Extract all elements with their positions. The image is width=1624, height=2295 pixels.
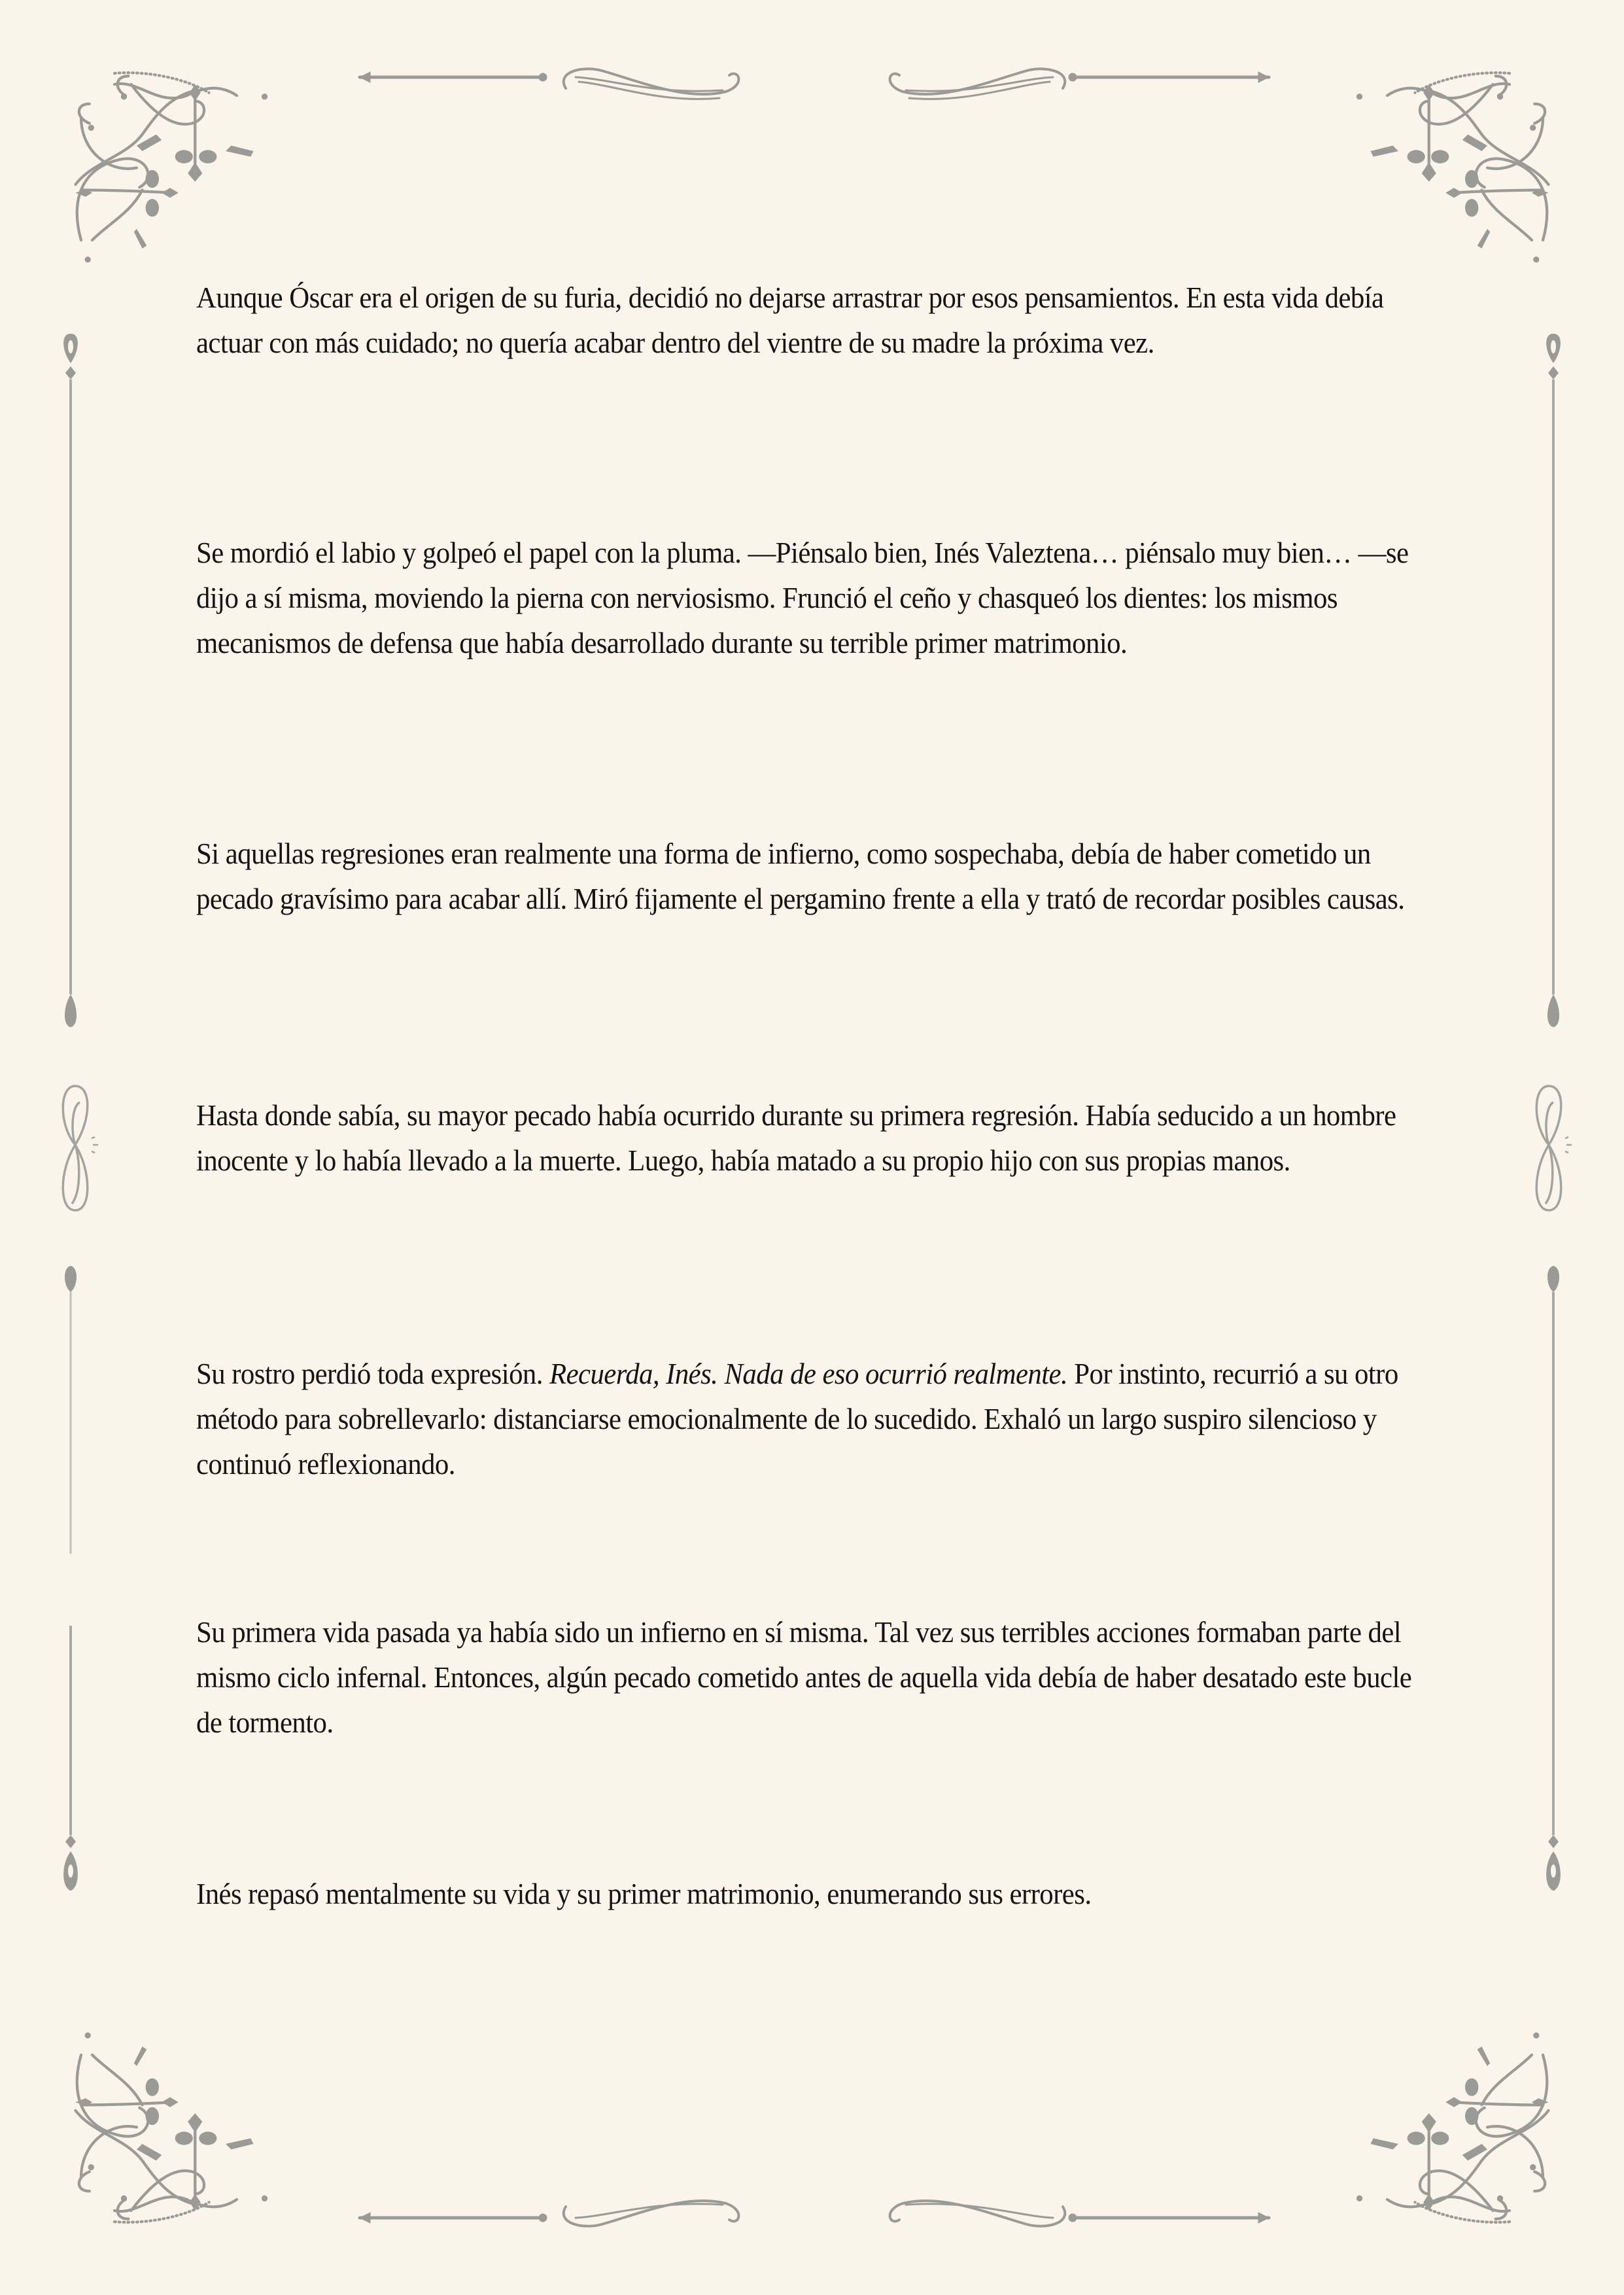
text-run: Por instinto, recurrió a su otro método para sobrellevarlo: distanciarse emocionalmente de lo sucedido. Exhaló un largo suspiro silencioso y continuó reflexionando. [196,1357,1398,1480]
scroll-divider-icon [347,2190,1282,2243]
paragraph [196,1609,1439,1745]
paragraph-text [196,1609,1437,1745]
paragraph [196,1871,1439,1916]
text-run: Su rostro perdió toda expresión. [196,1357,550,1390]
text-run: Hasta donde sabía, su mayor pecado había ocurrido durante su primera regresión. Había seducido a un hombre inocente y lo había llevado a la muerte. Luego, había matado a su propio hijo con sus propias manos. [196,1098,1396,1177]
corner-flourish-icon [59,62,281,285]
paragraph-text [196,831,1437,921]
scroll-divider-icon [347,52,1282,105]
corner-flourish-icon [1343,62,1565,285]
text-run: Se mordió el labio y golpeó el papel con la pluma. —Piénsalo bien, Inés Valeztena… piénsalo muy bien… —se dijo a sí misma, moviendo la pierna con nerviosismo. Frunció el ceño y chasqueó los dientes: los mismos mecanismos de defensa que había desarrollado durante su terrible primer matrimonio. [196,536,1409,659]
corner-flourish-icon [1343,2010,1565,2233]
finial-bar-icon [1540,1259,1566,1901]
paragraph-text [196,275,1437,365]
corner-flourish-icon [59,2010,281,2233]
paragraph [196,1351,1439,1486]
finial-bar-icon [58,327,84,1034]
paragraph [196,530,1439,665]
text-run: Aunque Óscar era el origen de su furia, decidió no dejarse arrastrar por esos pensamientos. En esta vida debía actuar con más cuidado; no quería acabar dentro del vientre de su madre la próxima vez. [196,281,1384,359]
infinity-knot-icon [46,1066,105,1223]
paragraph [196,831,1439,921]
paragraph-text [196,1093,1437,1183]
finial-bar-icon [1540,327,1566,1034]
paragraph [196,1093,1439,1183]
paragraph-text [196,530,1437,665]
text-run: Si aquellas regresiones eran realmente una forma de infierno, como sospechaba, debía de haber cometido un pecado gravísimo para acabar allí. Miró fijamente el pergamino frente a ella y trató de recordar posibles causas. [196,837,1405,915]
finial-bar-icon [58,1259,84,1901]
paragraph [196,275,1439,365]
italic-thought: Recuerda, Inés. Nada de eso ocurrió realmente. [549,1357,1068,1390]
text-run: Su primera vida pasada ya había sido un infierno en sí misma. Tal vez sus terribles acciones formaban parte del mismo ciclo infernal. Entonces, algún pecado cometido antes de aquella vida debía de haber desatado este bucle de tormento. [196,1615,1412,1739]
paragraph-text [196,1871,1437,1916]
paragraph-text [196,1351,1437,1486]
text-run: Inés repasó mentalmente su vida y su primer matrimonio, enumerando sus errores. [196,1877,1092,1910]
infinity-knot-icon [1519,1066,1578,1223]
